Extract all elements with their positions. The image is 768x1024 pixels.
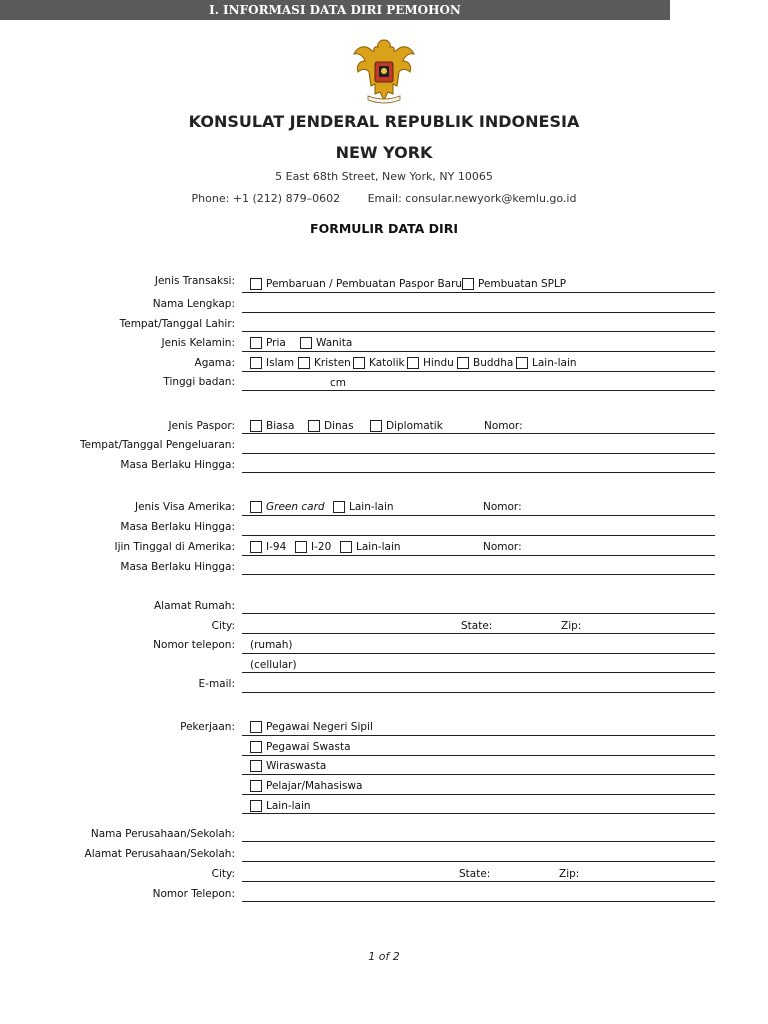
option-paspor-baru: Pembaruan / Pembuatan Paspor Baru	[266, 278, 463, 290]
option-i20: I-20	[311, 541, 332, 553]
field-line-agama	[242, 371, 715, 372]
checkbox-buddha[interactable]	[457, 357, 469, 369]
option-green-card: Green card	[266, 501, 325, 513]
field-nomor-visa[interactable]	[242, 515, 715, 516]
checkbox-pekerjaan-lain[interactable]	[250, 800, 262, 812]
label-cellular: (cellular)	[250, 659, 297, 671]
checkbox-green-card[interactable]	[250, 501, 262, 513]
label-nama-perusahaan: Nama Perusahaan/Sekolah:	[90, 828, 235, 840]
checkbox-pns[interactable]	[250, 721, 262, 733]
label-nomor-ijin: Nomor:	[483, 541, 522, 553]
checkbox-wanita[interactable]	[300, 337, 312, 349]
checkbox-islam[interactable]	[250, 357, 262, 369]
field-nomor-ijin[interactable]	[242, 555, 715, 556]
label-telepon-perusahaan: Nomor Telepon:	[152, 888, 235, 900]
label-jenis-kelamin: Jenis Kelamin:	[161, 337, 235, 349]
field-email[interactable]	[242, 692, 715, 693]
option-biasa: Biasa	[266, 420, 295, 432]
field-alamat-rumah[interactable]	[242, 613, 715, 614]
consulate-address: 5 East 68th Street, New York, NY 10065	[275, 170, 493, 183]
option-pria: Pria	[266, 337, 286, 349]
phone-text: Phone: +1 (212) 879–0602	[191, 192, 341, 205]
label-alamat-perusahaan: Alamat Perusahaan/Sekolah:	[84, 848, 235, 860]
line-pns	[242, 735, 715, 736]
consulate-city: NEW YORK	[335, 143, 433, 162]
label-jenis-transaksi: Jenis Transaksi:	[154, 275, 235, 287]
checkbox-kristen[interactable]	[298, 357, 310, 369]
checkbox-ijin-lain[interactable]	[340, 541, 352, 553]
field-nomor-paspor[interactable]	[242, 433, 715, 434]
field-tinggi-badan[interactable]	[242, 390, 715, 391]
label-nomor-visa: Nomor:	[483, 501, 522, 513]
option-pns: Pegawai Negeri Sipil	[266, 721, 373, 733]
option-swasta: Pegawai Swasta	[266, 741, 351, 753]
field-masa-berlaku-paspor[interactable]	[242, 472, 715, 473]
field-tempat-pengeluaran[interactable]	[242, 453, 715, 454]
option-wiraswasta: Wiraswasta	[266, 760, 327, 772]
label-state-perusahaan: State:	[459, 868, 491, 880]
field-line-jenis-transaksi[interactable]	[242, 292, 715, 293]
checkbox-pelajar[interactable]	[250, 780, 262, 792]
field-nama-lengkap[interactable]	[242, 312, 715, 313]
checkbox-hindu[interactable]	[407, 357, 419, 369]
form-title: FORMULIR DATA DIRI	[310, 221, 458, 236]
section-header: I. INFORMASI DATA DIRI PEMOHON	[0, 0, 670, 20]
checkbox-katolik[interactable]	[353, 357, 365, 369]
garuda-emblem-icon	[350, 36, 418, 106]
field-city-state-zip[interactable]	[242, 633, 715, 634]
checkbox-biasa[interactable]	[250, 420, 262, 432]
label-pekerjaan: Pekerjaan:	[180, 721, 235, 733]
option-pelajar: Pelajar/Mahasiswa	[266, 780, 363, 792]
label-masa-berlaku-paspor: Masa Berlaku Hingga:	[120, 459, 235, 471]
checkbox-agama-lain[interactable]	[516, 357, 528, 369]
line-pelajar	[242, 794, 715, 795]
label-jenis-paspor: Jenis Paspor:	[168, 420, 235, 432]
field-telepon-perusahaan[interactable]	[242, 901, 715, 902]
label-tinggi-badan: Tinggi badan:	[163, 376, 235, 388]
checkbox-swasta[interactable]	[250, 741, 262, 753]
field-tempat-lahir[interactable]	[242, 331, 715, 332]
option-katolik: Katolik	[369, 357, 405, 369]
field-line-kelamin	[242, 351, 715, 352]
checkbox-visa-lain[interactable]	[333, 501, 345, 513]
label-city: City:	[211, 620, 235, 632]
checkbox-wiraswasta[interactable]	[250, 760, 262, 772]
label-zip: Zip:	[561, 620, 582, 632]
consulate-title: KONSULAT JENDERAL REPUBLIK INDONESIA	[188, 112, 580, 131]
checkbox-paspor-baru[interactable]	[250, 278, 262, 290]
field-telepon-rumah[interactable]	[242, 653, 715, 654]
contact-line	[0, 192, 768, 205]
label-nomor-paspor: Nomor:	[484, 420, 523, 432]
checkbox-diplomatik[interactable]	[370, 420, 382, 432]
option-hindu: Hindu	[423, 357, 454, 369]
option-visa-lain: Lain-lain	[349, 501, 394, 513]
option-wanita: Wanita	[316, 337, 353, 349]
field-masa-berlaku-visa[interactable]	[242, 535, 715, 536]
label-masa-berlaku-visa: Masa Berlaku Hingga:	[120, 521, 235, 533]
option-islam: Islam	[266, 357, 295, 369]
field-city-perusahaan[interactable]	[242, 881, 715, 882]
checkbox-splp[interactable]	[462, 278, 474, 290]
option-dinas: Dinas	[324, 420, 354, 432]
checkbox-pria[interactable]	[250, 337, 262, 349]
label-zip-perusahaan: Zip:	[559, 868, 580, 880]
label-rumah: (rumah)	[250, 639, 293, 651]
checkbox-i20[interactable]	[295, 541, 307, 553]
field-telepon-cellular[interactable]	[242, 672, 715, 673]
checkbox-i94[interactable]	[250, 541, 262, 553]
option-agama-lain: Lain-lain	[532, 357, 577, 369]
label-ijin-tinggal: Ijin Tinggal di Amerika:	[114, 541, 235, 553]
option-i94: I-94	[266, 541, 287, 553]
label-tempat-pengeluaran: Tempat/Tanggal Pengeluaran:	[79, 439, 235, 451]
label-jenis-visa: Jenis Visa Amerika:	[134, 501, 235, 513]
unit-cm: cm	[330, 377, 347, 389]
field-pekerjaan-lain[interactable]	[242, 813, 715, 814]
label-state: State:	[461, 620, 493, 632]
option-diplomatik: Diplomatik	[386, 420, 443, 432]
option-kristen: Kristen	[314, 357, 351, 369]
checkbox-dinas[interactable]	[308, 420, 320, 432]
option-ijin-lain: Lain-lain	[356, 541, 401, 553]
option-splp: Pembuatan SPLP	[478, 278, 567, 290]
field-masa-berlaku-ijin[interactable]	[242, 574, 715, 575]
label-nama-lengkap: Nama Lengkap:	[152, 298, 235, 310]
label-tempat-lahir: Tempat/Tanggal Lahir:	[119, 318, 235, 330]
label-masa-berlaku-ijin: Masa Berlaku Hingga:	[120, 561, 235, 573]
field-nama-perusahaan[interactable]	[242, 841, 715, 842]
label-city-perusahaan: City:	[211, 868, 235, 880]
label-nomor-telepon: Nomor telepon:	[153, 639, 235, 651]
label-email: E-mail:	[198, 678, 235, 690]
option-buddha: Buddha	[473, 357, 514, 369]
line-swasta	[242, 755, 715, 756]
field-alamat-perusahaan[interactable]	[242, 861, 715, 862]
line-wiraswasta	[242, 774, 715, 775]
email-text: Email: consular.newyork@kemlu.go.id	[367, 192, 577, 205]
label-agama: Agama:	[194, 357, 235, 369]
label-alamat-rumah: Alamat Rumah:	[154, 600, 235, 612]
page-number: 1 of 2	[368, 950, 400, 963]
option-pekerjaan-lain: Lain-lain	[266, 800, 311, 812]
